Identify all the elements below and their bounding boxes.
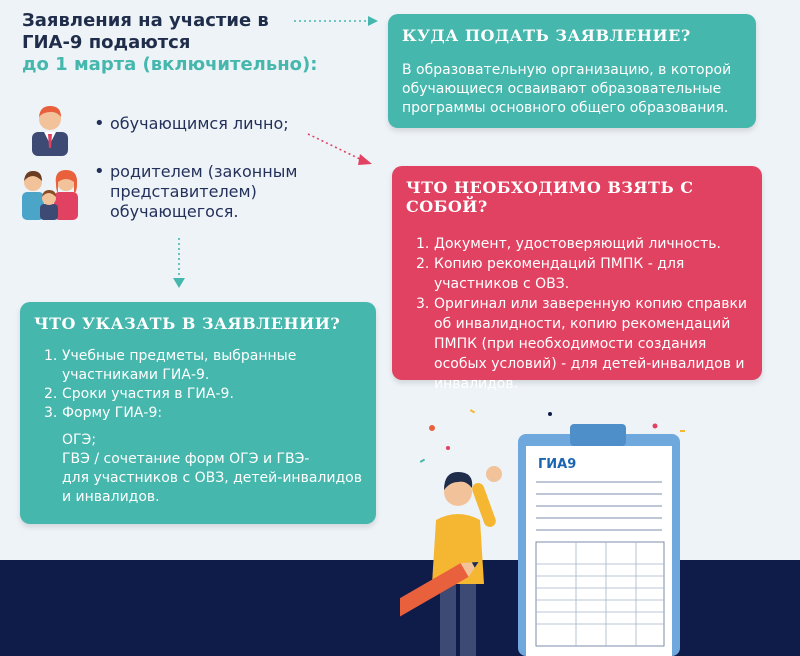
exam-forms (34, 431, 362, 507)
list-item: Форму ГИА-9: (62, 405, 163, 421)
headline-line-2: ГИА-9 подаются (22, 32, 191, 53)
applicant-parent (20, 162, 320, 222)
arrow-to-indicate-icon (171, 236, 187, 292)
student-avatar-icon (20, 98, 80, 158)
applicant-student-text: обучающимся лично; (110, 114, 289, 133)
list-item: Копию рекомендаций ПМПК - для участников с ОВЗ. (434, 256, 685, 292)
exam-form-line: для участников с ОВЗ, детей-инвалидов (62, 470, 362, 486)
headline (22, 10, 322, 76)
student-figure-icon (400, 466, 502, 656)
card-take-list (406, 234, 748, 394)
card-what-to-take (392, 166, 762, 392)
document-logo: ГИА9 (538, 457, 577, 472)
family-avatar-icon (20, 162, 80, 222)
list-item: Документ, удостоверяющий личность. (434, 236, 721, 252)
card-where-to-submit (388, 14, 756, 128)
bullet-icon: • (94, 161, 105, 182)
card-indicate-title: ЧТО УКАЗАТЬ В ЗАЯВЛЕНИИ? (34, 314, 341, 333)
list-item: Сроки участия в ГИА-9. (62, 386, 234, 402)
headline-deadline: до 1 марта (включительно): (22, 54, 318, 75)
list-item: Учебные предметы, выбранные участниками ГИА-9. (62, 348, 297, 383)
student-with-document-illustration (400, 400, 720, 656)
headline-line-1: Заявления на участие в (22, 10, 269, 31)
exam-form-line: ОГЭ; (62, 432, 97, 448)
card-where-text: В образовательную организацию, в которой обучающиеся осваивают образовательные программы основного общего образования. (402, 62, 732, 116)
card-where-title: КУДА ПОДАТЬ ЗАЯВЛЕНИЕ? (402, 26, 691, 45)
card-indicate-list (34, 347, 362, 423)
arrow-to-where-icon (292, 14, 382, 28)
exam-form-line: и инвалидов. (62, 489, 160, 505)
applicant-parent-text: родителем (законным представителем) обучающегося. (110, 162, 298, 221)
card-what-to-indicate (20, 302, 376, 524)
list-item: Оригинал или заверенную копию справки об инвалидности, копию рекомендаций ПМПК (при необходимости создания особых условий) - для детей-инвалидов и инвалидов. (434, 296, 748, 392)
exam-form-line: ГВЭ / сочетание форм ОГЭ и ГВЭ- (62, 451, 310, 467)
applicant-student (20, 98, 320, 158)
bullet-icon: • (94, 113, 105, 134)
card-take-title: ЧТО НЕОБХОДИМО ВЗЯТЬ С СОБОЙ? (406, 178, 694, 216)
